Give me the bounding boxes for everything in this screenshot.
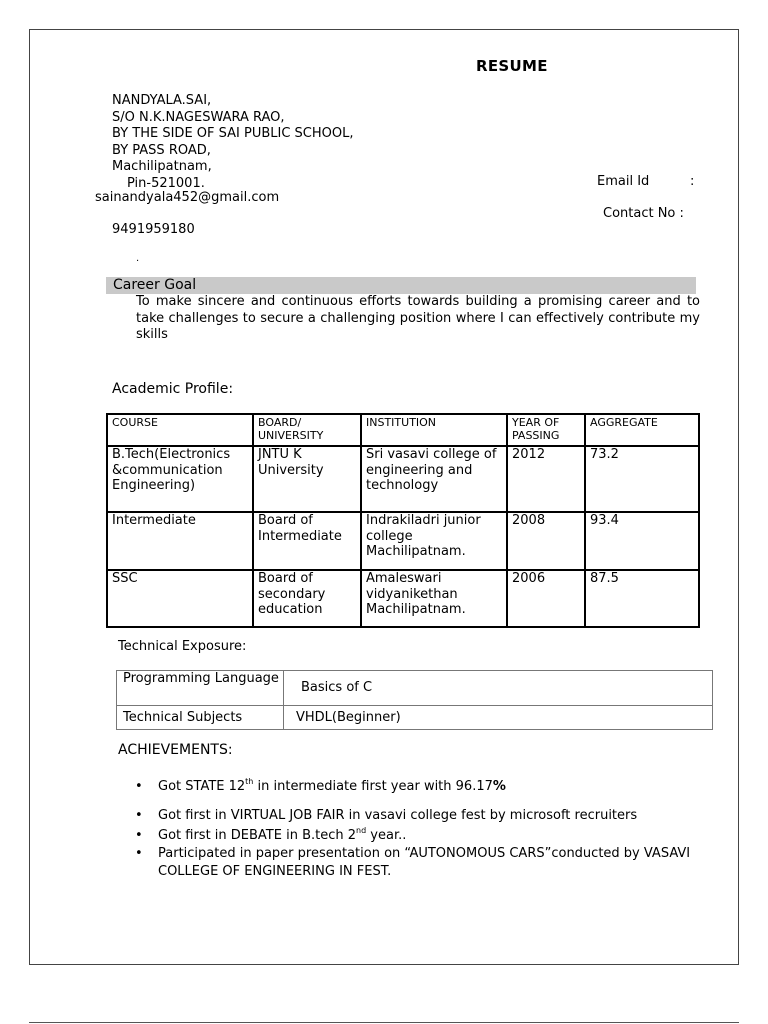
address-block <box>112 93 353 192</box>
table-row <box>107 570 699 627</box>
address-name: NANDYALA.SAI, <box>112 93 212 108</box>
list-item: • Got STATE 12th in intermediate first year with 96.17% <box>135 777 506 794</box>
bullet-icon: • <box>135 846 143 861</box>
column-header: AGGREGATE <box>585 414 699 446</box>
institution-cell: Amaleswari vidyanikethan Machilipatnam. <box>361 570 507 627</box>
address-parent: S/O N.K.NAGESWARA RAO, <box>112 109 285 125</box>
contact-number: 9491959180 <box>112 222 195 237</box>
address-street: BY THE SIDE OF SAI PUBLIC SCHOOL, <box>112 126 354 141</box>
column-header: YEAR OF PASSING <box>507 414 585 446</box>
year-cell: 2008 <box>507 512 585 570</box>
email-colon: : <box>690 174 695 189</box>
email-label: Email Id <box>597 174 650 189</box>
stray-dot: . <box>136 253 140 264</box>
table-row <box>117 706 713 730</box>
contact-label: Contact No : <box>603 206 684 221</box>
document-title: RESUME <box>476 57 548 75</box>
institution-cell: Sri vasavi college of engineering and technology <box>361 446 507 512</box>
table-row <box>107 512 699 570</box>
skill-category-cell: Programming Language <box>117 671 284 706</box>
technical-exposure-heading: Technical Exposure: <box>118 639 247 654</box>
bullet-icon: • <box>135 779 143 794</box>
column-header: INSTITUTION <box>361 414 507 446</box>
academic-profile-table <box>106 413 700 628</box>
list-item: • Got first in VIRTUAL JOB FAIR in vasavi college fest by microsoft recruiters <box>135 808 638 823</box>
bullet-icon: • <box>135 828 143 843</box>
aggregate-cell: 93.4 <box>585 512 699 570</box>
skill-value-cell: Basics of C <box>284 671 713 706</box>
email-address: sainandyala452@gmail.com <box>95 190 280 205</box>
career-goal-text: To make sincere and continuous efforts towards building a promising career and to take challenges to secure a challenging position where I can effectively contribute my skills <box>136 294 700 342</box>
technical-exposure-table <box>116 670 713 730</box>
table-row <box>107 446 699 512</box>
bullet-icon: • <box>135 808 143 823</box>
career-goal-heading: Career Goal <box>113 277 197 293</box>
address-road: BY PASS ROAD, <box>112 142 211 158</box>
career-goal-heading-bar <box>106 277 696 294</box>
skill-category-cell: Technical Subjects <box>117 706 284 730</box>
list-item: • Got first in DEBATE in B.tech 2nd year.. <box>135 826 407 843</box>
table-header-row <box>107 414 699 446</box>
address-pin: Pin-521001. <box>127 175 205 191</box>
board-cell: Board of Intermediate <box>253 512 361 570</box>
course-cell: B.Tech(Electronics &communication Engineering) <box>107 446 253 512</box>
address-city: Machilipatnam, <box>112 159 212 174</box>
board-cell: Board of secondary education <box>253 570 361 627</box>
year-cell: 2006 <box>507 570 585 627</box>
institution-cell: Indrakiladri junior college Machilipatnam. <box>361 512 507 570</box>
skill-value-cell: VHDL(Beginner) <box>284 706 713 730</box>
academic-profile-heading: Academic Profile: <box>112 381 234 397</box>
page-bottom-rule <box>29 1022 739 1023</box>
column-header: COURSE <box>107 414 253 446</box>
aggregate-cell: 73.2 <box>585 446 699 512</box>
year-cell: 2012 <box>507 446 585 512</box>
course-cell: Intermediate <box>107 512 253 570</box>
table-row <box>117 671 713 706</box>
column-header: BOARD/ UNIVERSITY <box>253 414 361 446</box>
course-cell: SSC <box>107 570 253 627</box>
achievements-list <box>135 778 695 881</box>
board-cell: JNTU K University <box>253 446 361 512</box>
list-item: • Participated in paper presentation on “AUTONOMOUS CARS”conducted by VASAVI COLLEGE OF ENGINEERING IN FEST. <box>135 846 691 879</box>
aggregate-cell: 87.5 <box>585 570 699 627</box>
achievements-heading: ACHIEVEMENTS: <box>118 742 233 758</box>
